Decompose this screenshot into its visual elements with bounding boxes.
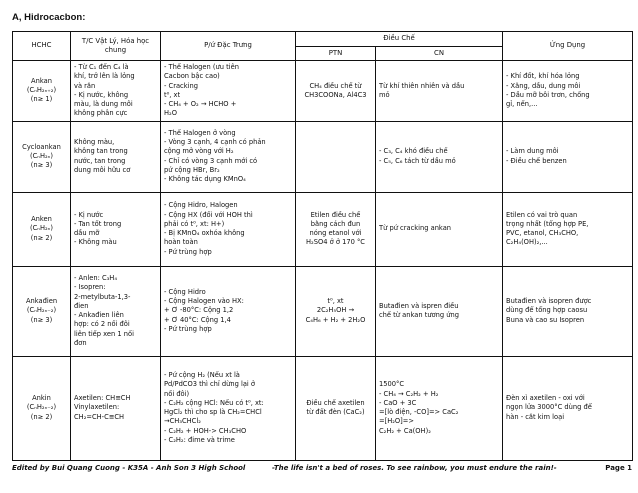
cell-line: - Từ C₁ đến C₄ là xyxy=(74,63,129,72)
cell-line: - CH₄ → C₂H₂ + H₂ xyxy=(379,389,439,398)
cell-hchc xyxy=(13,266,71,356)
cell-properties xyxy=(71,121,161,192)
cell-applications xyxy=(503,121,633,192)
cell-line: →CH₃CHCl₂ xyxy=(164,417,201,426)
cell-line: - Cộng HX (đối với HOH thì xyxy=(164,210,253,219)
cell-line: - Làm dung môi xyxy=(506,147,559,156)
cell-line: Buna và cao su Isopren xyxy=(506,315,585,324)
cell-properties xyxy=(71,192,161,266)
cell-reactions xyxy=(161,192,296,266)
cell-line: H₂SO4 ở ở 170 °C xyxy=(306,238,365,247)
cell-line: hàn - cắt kim loại xyxy=(506,412,565,421)
cell-line: Không màu, xyxy=(74,138,115,147)
cell-line: gỉ, nến,... xyxy=(506,100,538,109)
cell-line: 2-metylbuta-1,3- xyxy=(74,292,131,301)
cell-properties xyxy=(71,356,161,460)
cell-line: t⁰, xt xyxy=(164,90,181,99)
cell-line: Đèn xì axetilen - oxi với xyxy=(506,394,585,403)
cell-line: Vinylaxetilen: xyxy=(74,403,120,412)
cell-line: Ankin xyxy=(32,394,51,403)
cell-line: - Dầu mỡ bôi trơn, chống xyxy=(506,90,590,99)
cell-line: chế từ ankan tương ứng xyxy=(379,311,459,320)
cell-applications xyxy=(503,356,633,460)
cell-line: đien xyxy=(74,301,89,310)
cell-line: nước, tan trong xyxy=(74,156,126,165)
cell-line: t⁰, xt xyxy=(327,297,344,306)
cell-line: - Cộng Hidro xyxy=(164,287,206,296)
cell-line: cộng mở vòng với H₂ xyxy=(164,147,234,156)
cell-line: ngọn lửa 3000°C dùng để xyxy=(506,403,592,412)
cell-line: Ankan xyxy=(31,76,52,85)
cell-line: - Chỉ có vòng 3 cạnh mới có xyxy=(164,156,258,165)
footer-quote: -The life isn't a bed of roses. To see rainbow, you must endure the rain!- xyxy=(272,464,557,472)
cell-line: Etilen có vai trò quan xyxy=(506,210,578,219)
cell-line: (CₙH₂ₙ) xyxy=(30,224,53,233)
cell-line: Điều chế axetilen xyxy=(306,398,365,407)
cell-hchc xyxy=(13,121,71,192)
cell-line: - Pứ cộng H₂ (Nếu xt là xyxy=(164,371,240,380)
cell-line: 2C₂H₅OH → xyxy=(316,306,355,315)
header-lab: PTN xyxy=(296,46,376,61)
cell-line: pứ cộng HBr, Br₂ xyxy=(164,165,220,174)
cell-line: bằng cách đun xyxy=(310,219,361,228)
cell-line: Từ khí thiên nhiên và dầu xyxy=(379,81,465,90)
cell-line: - Bị KMnO₄ oxhóa không xyxy=(164,229,245,238)
header-reactions: P/ứ Đặc Trưng xyxy=(161,32,296,61)
cell-line: - Không tác dụng KMnO₄ xyxy=(164,175,246,184)
cell-line: (CₙH₂ₙ₊₂) xyxy=(26,86,57,95)
cell-lab-prep xyxy=(296,61,376,122)
cell-hchc xyxy=(13,61,71,122)
cell-line: Butađien và isopren được xyxy=(506,297,592,306)
cell-line: - C₂H₂ + HOH-> CH₃CHO xyxy=(164,426,247,435)
cell-line: - Không màu xyxy=(74,238,117,247)
cell-line: khí, trở lên là lỏng xyxy=(74,72,135,81)
cell-industry-prep xyxy=(376,121,503,192)
cell-line: Cycloankan xyxy=(22,142,61,151)
cell-line: dùng để tổng hợp caosu xyxy=(506,306,588,315)
cell-line: phải có t⁰, xt: H+) xyxy=(164,219,225,228)
header-preparation: Điều Chế xyxy=(296,32,503,47)
cell-line: Từ pứ cracking ankan xyxy=(379,224,452,233)
cell-line: - Xăng, dầu, dung môi xyxy=(506,81,581,90)
cell-line: - Điều chế benzen xyxy=(506,156,567,165)
cell-line: (CₙH₂ₙ₋₂) xyxy=(26,403,57,412)
header-properties: T/C Vật Lý, Hóa học chung xyxy=(71,32,161,61)
cell-line: đơn xyxy=(74,338,87,347)
cell-line: + Ở -80°C: Cộng 1,2 xyxy=(164,306,234,315)
cell-line: mỏ xyxy=(379,90,390,99)
cell-line: trọng nhất (tổng hợp PE, xyxy=(506,219,589,228)
table-row xyxy=(13,61,633,122)
cell-line: H₂O xyxy=(164,109,177,118)
cell-line: - Vòng 3 cạnh, 4 cạnh có phản xyxy=(164,138,266,147)
cell-line: - Pứ trùng hợp xyxy=(164,324,212,333)
cell-properties xyxy=(71,61,161,122)
cell-properties xyxy=(71,266,161,356)
cell-line: - Cracking xyxy=(164,81,198,90)
cell-line: - Kị nước xyxy=(74,210,104,219)
cell-line: - Anlen: C₃H₄ xyxy=(74,274,118,283)
cell-industry-prep xyxy=(376,266,503,356)
cell-line: Ankađien xyxy=(25,297,58,306)
cell-line: - Cộng Halogen vào HX: xyxy=(164,297,244,306)
cell-reactions xyxy=(161,121,296,192)
table-row xyxy=(13,192,633,266)
cell-line: - CH₄ + O₂ → HCHO + xyxy=(164,100,237,109)
cell-line: (n≥ 3) xyxy=(30,315,53,324)
document-page xyxy=(6,4,632,489)
cell-line: hợp: có 2 nối đôi xyxy=(74,320,130,329)
cell-lab-prep xyxy=(296,192,376,266)
cell-line: (n≥ 1) xyxy=(30,95,53,104)
cell-line: =[H₂O]=> xyxy=(379,417,415,426)
cell-line: PVC, etanol, CH₃CHO, xyxy=(506,229,579,238)
cell-line: nóng etanol với xyxy=(309,229,362,238)
cell-line: dung môi hữu cơ xyxy=(74,165,131,174)
cell-line: CH₄ điều chế từ xyxy=(309,81,362,90)
cell-line: - C₅, C₆ tách từ dầu mỏ xyxy=(379,156,456,165)
cell-line: - Isopren: xyxy=(74,283,106,292)
cell-applications xyxy=(503,61,633,122)
table-row xyxy=(13,266,633,356)
cell-line: Pd/PdCO3 thì chỉ dừng lại ở xyxy=(164,380,255,389)
cell-line: Butađien và ispren điều xyxy=(379,301,459,310)
cell-line: không phân cực xyxy=(74,109,128,118)
header-hchc: HCHC xyxy=(13,32,71,61)
cell-line: không tan trong xyxy=(74,147,128,156)
header-industry: CN xyxy=(376,46,503,61)
cell-line: (n≥ 3) xyxy=(30,161,53,170)
header-row-1 xyxy=(13,32,633,47)
cell-applications xyxy=(503,266,633,356)
cell-line: - Thế Halogen ở vòng xyxy=(164,128,236,137)
footer-credit: Edited by Bui Quang Cuong - K35A - Anh Son 3 High School xyxy=(12,464,246,472)
cell-line: C₄H₆ + H₂ + 2H₂O xyxy=(305,315,366,324)
cell-line: - C₃, C₄ khó điều chế xyxy=(379,147,448,156)
cell-line: Cacbon bậc cao) xyxy=(164,72,220,81)
cell-line: + Ở 40°C: Cộng 1,4 xyxy=(164,315,231,324)
cell-line: từ đất đèn (CaC₂) xyxy=(306,408,365,417)
cell-industry-prep xyxy=(376,61,503,122)
cell-line: (CₙH₂ₙ) xyxy=(30,151,53,160)
header-applications: Ứng Dụng xyxy=(503,32,633,61)
document-title: A, Hidrocacbon: xyxy=(12,12,86,23)
cell-line: - Kị nước, không xyxy=(74,90,129,99)
cell-line: hoàn toàn xyxy=(164,238,198,247)
cell-line: - C₂H₂ cộng HCl: Nếu có t⁰, xt: xyxy=(164,398,264,407)
cell-line: - Pứ trùng hợp xyxy=(164,247,212,256)
cell-industry-prep xyxy=(376,192,503,266)
cell-line: CH3COONa, Al4C3 xyxy=(304,90,367,99)
cell-line: - C₂H₂: đime và trime xyxy=(164,435,235,444)
table-row xyxy=(13,121,633,192)
cell-hchc xyxy=(13,192,71,266)
cell-line: Etilen điều chế xyxy=(310,210,361,219)
cell-line: CH₂=CH-C≡CH xyxy=(74,412,125,421)
cell-line: - Khí đốt, khí hóa lỏng xyxy=(506,72,580,81)
cell-line: - CaO + 3C xyxy=(379,398,417,407)
cell-industry-prep xyxy=(376,356,503,460)
cell-line: (CₙH₂ₙ₋₂) xyxy=(26,306,57,315)
cell-line: C₂H₄(OH)₂,... xyxy=(506,238,548,247)
cell-line: Axetilen: CH≡CH xyxy=(74,394,131,403)
hydrocarbon-table xyxy=(12,31,633,461)
cell-line: (n≥ 2) xyxy=(30,412,53,421)
cell-line: =[lò điện, -CO]=> CaC₂ xyxy=(379,408,459,417)
cell-lab-prep xyxy=(296,266,376,356)
cell-line: - Ankađien liên xyxy=(74,311,124,320)
table-row xyxy=(13,356,633,460)
cell-line: Anken xyxy=(31,215,52,224)
cell-line: màu, là dung môi xyxy=(74,100,133,109)
cell-line: - Cộng Hidro, Halogen xyxy=(164,201,238,210)
cell-line: C₂H₂ + Ca(OH)₂ xyxy=(379,426,431,435)
cell-reactions xyxy=(161,61,296,122)
cell-hchc xyxy=(13,356,71,460)
cell-line: - Thế Halogen (ưu tiên xyxy=(164,63,239,72)
cell-line: liên tiếp xen 1 nối xyxy=(74,329,134,338)
cell-reactions xyxy=(161,266,296,356)
cell-line: nối đôi) xyxy=(164,389,190,398)
page-number: Page 1 xyxy=(605,464,632,472)
cell-reactions xyxy=(161,356,296,460)
cell-lab-prep xyxy=(296,121,376,192)
cell-line: - Tan tốt trong xyxy=(74,219,122,228)
cell-line: 1500°C xyxy=(379,380,405,389)
cell-applications xyxy=(503,192,633,266)
cell-line: (n≥ 2) xyxy=(30,233,53,242)
cell-line: HgCl₂ thì cho sp là CH₂=CHCl xyxy=(164,408,262,417)
cell-line: dầu mỡ xyxy=(74,229,100,238)
cell-lab-prep xyxy=(296,356,376,460)
cell-line: và rắn xyxy=(74,81,96,90)
